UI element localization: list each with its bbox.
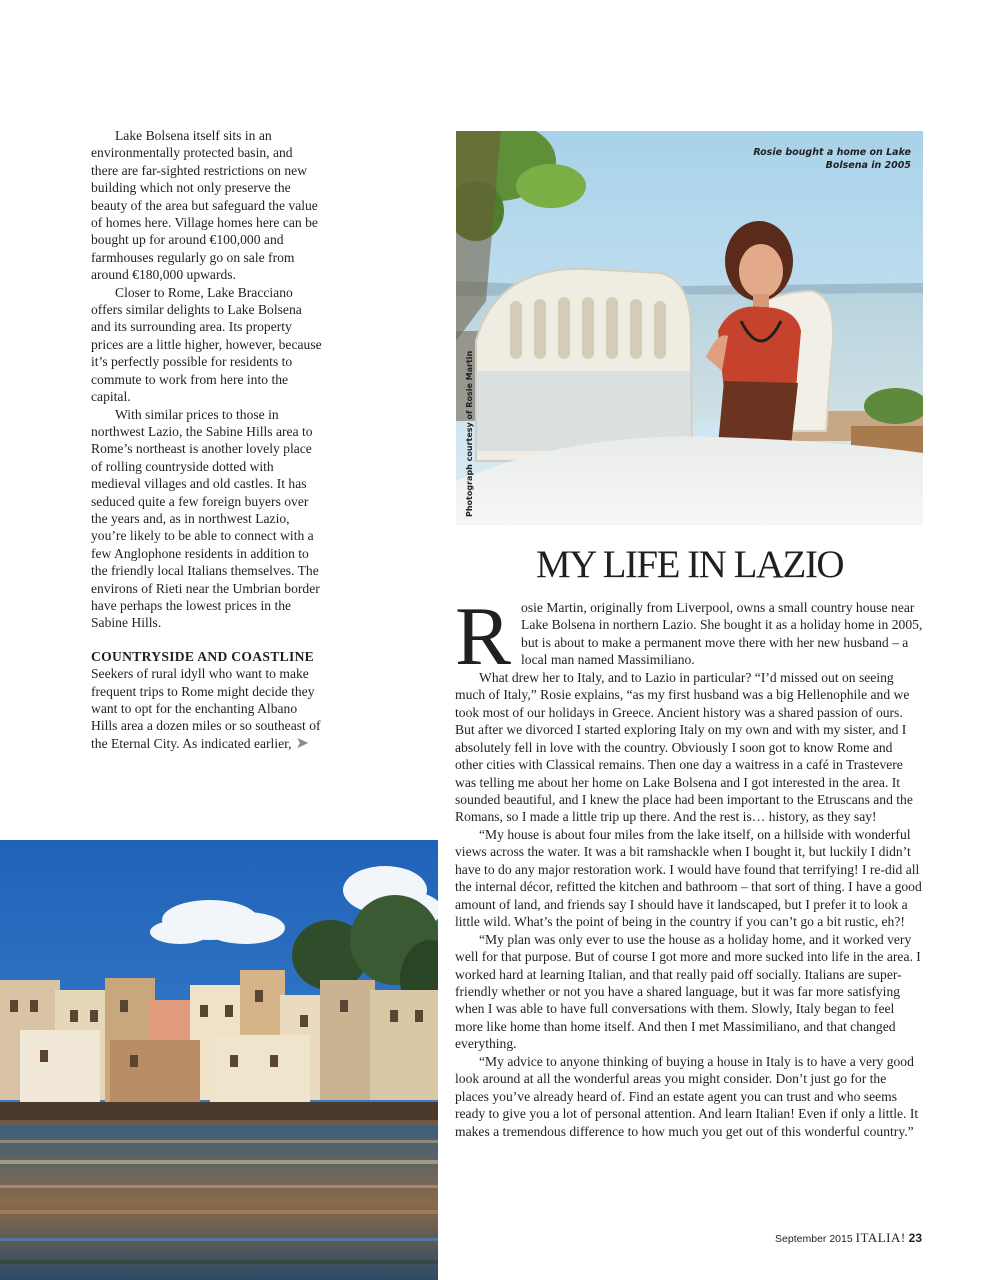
continue-arrow-icon: ➤ (295, 734, 309, 752)
page-footer (775, 1230, 922, 1246)
left-text-column (91, 127, 323, 752)
photo-lakeside-town (0, 840, 438, 1280)
drop-cap: R (455, 590, 512, 683)
photo-caption: Rosie bought a home on Lake Bolsena in 2005 (753, 147, 911, 171)
body-paragraph: “My plan was only ever to use the house as a holiday home, and it worked very well for that purpose. But of course I got more and more sucked into life in the area. I worked hard at learning Italian, and that really paid off socially. Italians are super-friendly whether or not you have a shared language, but it was far more satisfying when I was able to have full conversations with them. Slowly, Italy began to feel more like home than home itself. And then I met Massimiliano, and that changed everything. (455, 931, 921, 1052)
section-subhead: COUNTRYSIDE AND COASTLINE (91, 648, 315, 664)
body-paragraph: Closer to Rome, Lake Bracciano offers similar delights to Lake Bolsena and its surrounding area. Its property prices are a little higher, however, because it’s perfectly possible for residents to commute to work from here into the capital. (91, 284, 322, 405)
body-paragraph: With similar prices to those in northwest Lazio, the Sabine Hills area to Rome’s northeast is another lovely place of rolling countryside dotted with medieval villages and old castles. It has seduced quite a few foreign buyers over the years and, as in northwest Lazio, you’re likely to be able to connect with a few Anglophone residents in addition to the friendly local Italians themselves. The environs of Rieti near the Umbrian border have perhaps the lowest prices in the Sabine Hills. (91, 406, 320, 631)
feature-text-column (455, 590, 923, 1140)
feature-headline: MY LIFE IN LAZIO (535, 543, 844, 586)
photo-rosie-image (456, 131, 923, 525)
body-paragraph (91, 665, 323, 752)
body-paragraph: What drew her to Italy, and to Lazio in particular? “I’d missed out on seeing much of Italy,” Rosie explains, “as my first husband was a big Hellenophile and we took most of our holidays in Greece. Ancient history was a shared passion of ours. But after we divorced I started exploring Italy on my own and with my sister, and I absolutely fell in love with the country. Obviously I soon got to know Rome and other cities with Classical remains. Then one day a waitress in a café in Trastevere was telling me about her home on Lake Bolsena and I got interested in the area. It sounded beautiful, and I knew the place had been important to the Etruscans and the Romans, so I made a little trip up there. And the rest is… history, as they say! (455, 669, 913, 825)
photo-credit: Photograph courtesy of Rosie Martin (465, 350, 474, 517)
photo-rosie-lakeside (456, 131, 923, 525)
body-paragraph: osie Martin, originally from Liverpool, owns a small country house near Lake Bolsena in northern Lazio. She bought it as a holiday home in 2005, but is about to make a permanent move there with her new husband – a local man named Massimiliano. (521, 600, 923, 668)
photo-town-image (0, 840, 438, 1280)
body-paragraph: “My advice to anyone thinking of buying a house in Italy is to have a very good look around at all the wonderful areas you might consider. Don’t just go for the places you’ve already heard of. Find an estate agent you can trust and who seems ready to give you a lot of personal attention. And learn Italian! Even if only a little. It makes a tremendous difference to how much you get out of this wonderful country.” (455, 1053, 919, 1139)
body-paragraph: Lake Bolsena itself sits in an environmentally protected basin, and there are far-sighted restrictions on new building which not only preserve the beauty of the area but safeguard the value of homes here. Village homes here can be bought up for around €100,000 and farmhouses regularly go on sale from around €180,000 upwards. (91, 128, 318, 283)
magazine-name: ITALIA! (855, 1230, 906, 1245)
issue-date: September 2015 (775, 1233, 853, 1245)
page-number: 23 (908, 1231, 922, 1245)
body-paragraph: “My house is about four miles from the lake itself, on a hillside with wonderful views across the water. It was a bit ramshackle when I bought it, but luckily I didn’t have to do any major restoration work. I would have found that terrifying! I re-did all the internal décor, refitted the kitchen and bathroom – that sort of thing. I have a good amount of land, and friends say I should have it landscaped, but I prefer it to look a little wild. What’s the point of being in the country if you can’t go a bit rustic, eh?! (455, 826, 922, 930)
body-paragraph-text: Seekers of rural idyll who want to make frequent trips to Rome might decide they want to opt for the enchanting Albano Hills area a dozen miles or so southeast of the Eternal City. As indicated earlier, (91, 666, 321, 751)
